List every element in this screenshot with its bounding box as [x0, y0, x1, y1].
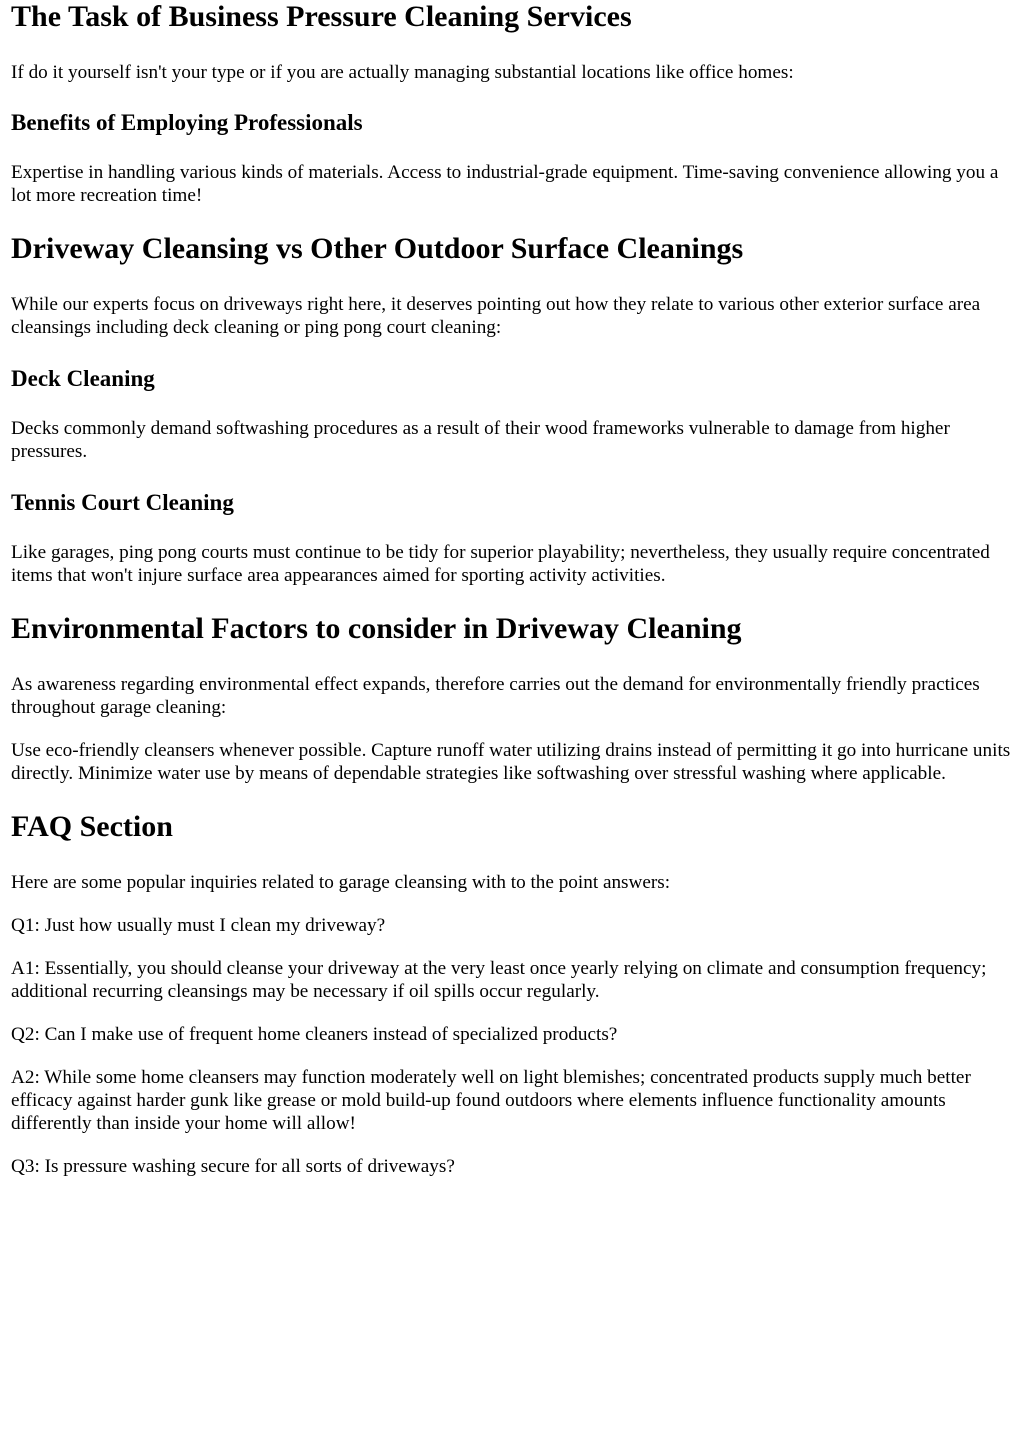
driveway-intro-paragraph: While our experts focus on driveways right here, it deserves pointing out how they relate to various other exterior surface area cleansings including deck cleaning or ping pong court cleaning: — [11, 294, 981, 338]
faq-question-1: Q1: Just how usually must I clean my driveway? — [11, 915, 386, 936]
faq-answer-2: A2: While some home cleansers may function moderately well on light blemishes; concentrated products supply much better efficacy against harder gunk like grease or mold build-up found outdoors where elements influence functionality amounts differently than inside your home will allow! — [11, 1067, 971, 1134]
faq-intro-paragraph: Here are some popular inquiries related to garage cleansing with to the point answers: — [11, 872, 671, 893]
section-heading-driveway-vs-other: Driveway Cleansing vs Other Outdoor Surface Cleanings — [11, 232, 744, 265]
tennis-court-paragraph: Like garages, ping pong courts must continue to be tidy for superior playability; nevertheless, they usually require concentrated items that won't injure surface area appearances aimed for sporting activity activities. — [11, 542, 990, 586]
faq-question-3: Q3: Is pressure washing secure for all sorts of driveways? — [11, 1156, 455, 1177]
benefits-subheading: Benefits of Employing Professionals — [11, 110, 363, 135]
environmental-intro-paragraph: As awareness regarding environmental effect expands, therefore carries out the demand for environmentally friendly practices throughout garage cleaning: — [11, 674, 980, 718]
faq-answer-1: A1: Essentially, you should cleanse your driveway at the very least once yearly relying on climate and consumption frequency; additional recurring cleansings may be necessary if oil spills occur regularly. — [11, 958, 987, 1002]
section-heading-environmental: Environmental Factors to consider in Driveway Cleaning — [11, 612, 742, 645]
environmental-practices-paragraph: Use eco-friendly cleansers whenever possible. Capture runoff water utilizing drains instead of permitting it go into hurricane units directly. Minimize water use by means of dependable strategies like softwashing over stressful washing where applicable. — [11, 740, 1011, 784]
section-heading-faq: FAQ Section — [11, 810, 173, 843]
section-heading-task: The Task of Business Pressure Cleaning Services — [11, 0, 632, 33]
faq-question-2: Q2: Can I make use of frequent home cleaners instead of specialized products? — [11, 1024, 618, 1045]
benefits-paragraph: Expertise in handling various kinds of materials. Access to industrial-grade equipment. Time-saving convenience allowing you a lot more recreation time! — [11, 162, 999, 206]
task-intro-paragraph: If do it yourself isn't your type or if you are actually managing substantial locations like office homes: — [11, 62, 794, 83]
deck-cleaning-subheading: Deck Cleaning — [11, 366, 155, 391]
tennis-court-subheading: Tennis Court Cleaning — [11, 490, 234, 515]
deck-cleaning-paragraph: Decks commonly demand softwashing procedures as a result of their wood frameworks vulnerable to damage from higher pressures. — [11, 418, 950, 462]
article — [11, 0, 1016, 1178]
